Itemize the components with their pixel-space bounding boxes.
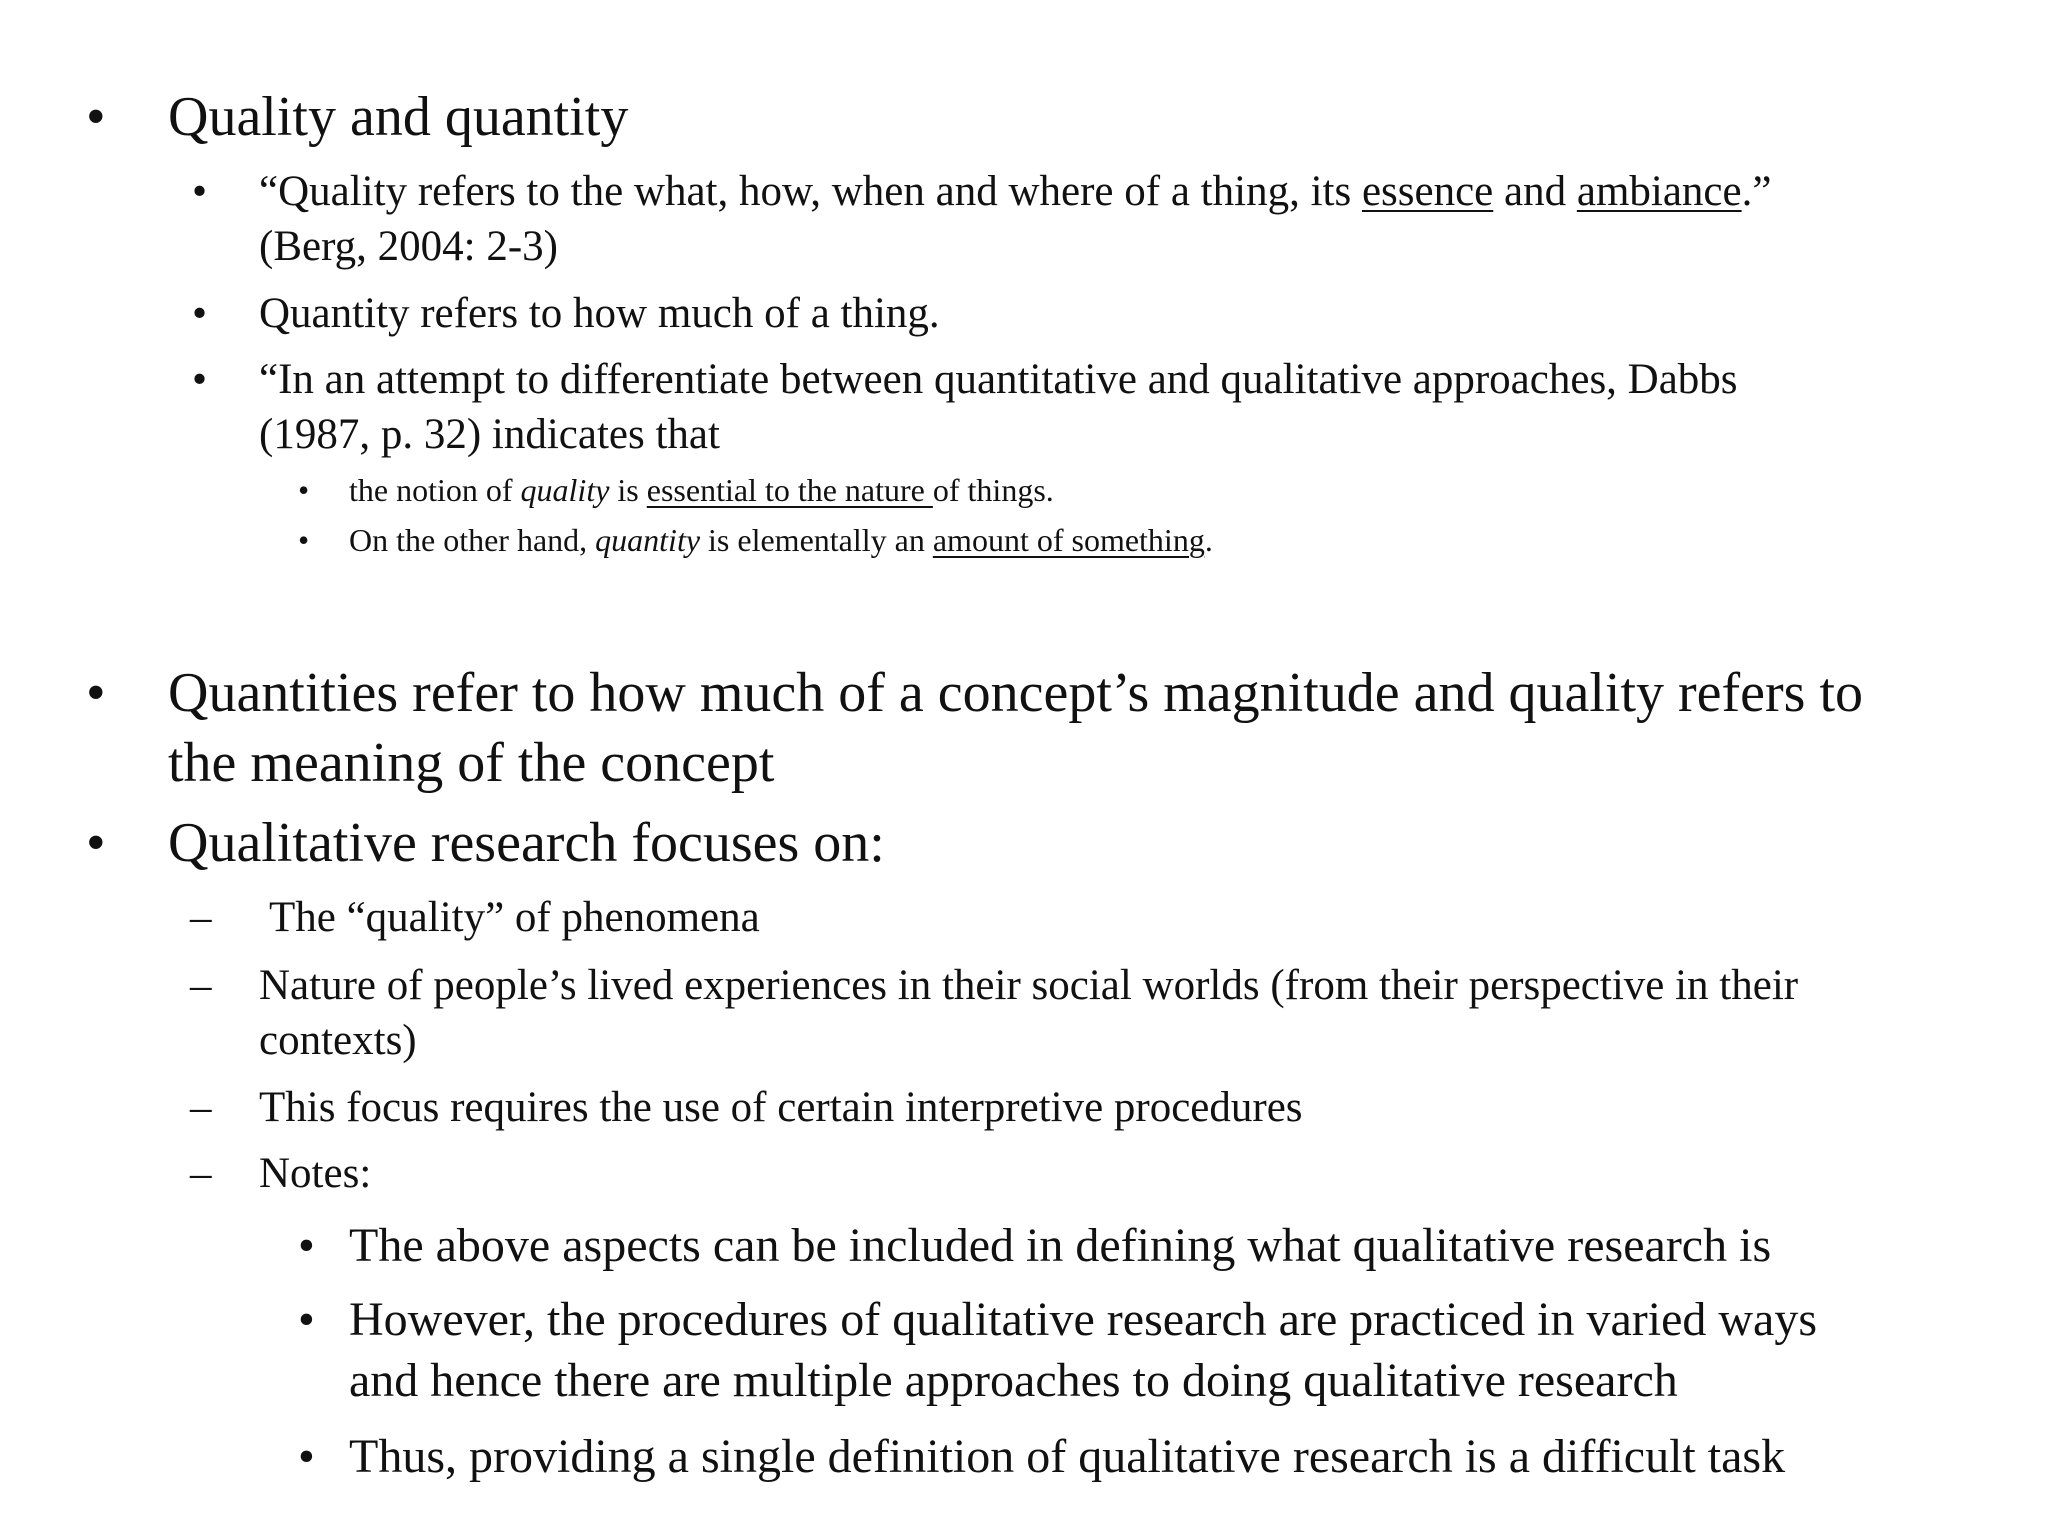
bullet-icon: • xyxy=(192,168,208,215)
dash-icon: – xyxy=(190,894,212,941)
underlined-ambiance: ambiance xyxy=(1576,168,1742,215)
quality-of-phenomena-text: The “quality” of phenomena xyxy=(259,894,760,941)
berg-quote-line1: “Quality refers to the what, how, when and where of a thing, its essence and ambiance.” xyxy=(259,168,1772,215)
lived-experiences-line1: Nature of people’s lived experiences in their social worlds (from their perspective in their xyxy=(259,962,1799,1009)
bullet-icon: • xyxy=(298,1219,315,1272)
single-definition-text: Thus, providing a single definition of qualitative research is a difficult task xyxy=(349,1430,1786,1483)
dabbs-quote-line2: (1987, p. 32) indicates that xyxy=(259,411,720,458)
procedures-varied-line1: However, the procedures of qualitative research are practiced in varied ways xyxy=(349,1293,1818,1346)
bullet-icon: • xyxy=(192,290,208,337)
bullet-icon: • xyxy=(192,356,208,403)
quantities-refer-line2: the meaning of the concept xyxy=(168,732,775,794)
dash-icon: – xyxy=(190,1150,212,1197)
procedures-varied-line2: and hence there are multiple approaches to doing qualitative research xyxy=(349,1354,1678,1407)
underlined-essential: essential to the nature xyxy=(646,472,933,508)
dash-icon: – xyxy=(190,1084,212,1131)
bullet-icon: • xyxy=(86,86,106,148)
other-hand-text: On the other hand, quantity is elementally an amount of something. xyxy=(349,522,1213,558)
italic-quality: quality xyxy=(520,472,610,508)
underlined-amount: amount of something xyxy=(932,522,1205,558)
bullet-icon: • xyxy=(86,662,106,724)
dash-icon: – xyxy=(190,962,212,1009)
quantities-refer-line1: Quantities refer to how much of a concept’s magnitude and quality refers to xyxy=(168,662,1864,724)
qualitative-research-heading: Qualitative research focuses on: xyxy=(168,812,885,874)
italic-quantity: quantity xyxy=(595,522,701,558)
quantity-definition-text: Quantity refers to how much of a thing. xyxy=(259,290,940,337)
lived-experiences-line2: contexts) xyxy=(259,1017,417,1064)
dabbs-quote-line1: “In an attempt to differentiate between quantitative and qualitative approaches, Dabbs xyxy=(259,356,1738,403)
bullet-icon: • xyxy=(298,522,310,558)
above-aspects-text: The above aspects can be included in defining what qualitative research is xyxy=(349,1219,1772,1272)
bullet-icon: • xyxy=(298,1293,315,1346)
notes-label: Notes: xyxy=(259,1150,372,1197)
bullet-icon: • xyxy=(86,812,106,874)
heading-quality-and-quantity: Quality and quantity xyxy=(168,86,629,148)
underlined-essence: essence xyxy=(1361,168,1494,215)
notion-of-quality-text: the notion of quality is essential to the nature of things. xyxy=(349,472,1054,508)
bullet-icon: • xyxy=(298,472,310,508)
interpretive-procedures-text: This focus requires the use of certain interpretive procedures xyxy=(259,1084,1303,1131)
bullet-icon: • xyxy=(298,1430,315,1483)
berg-citation: (Berg, 2004: 2-3) xyxy=(259,223,558,270)
